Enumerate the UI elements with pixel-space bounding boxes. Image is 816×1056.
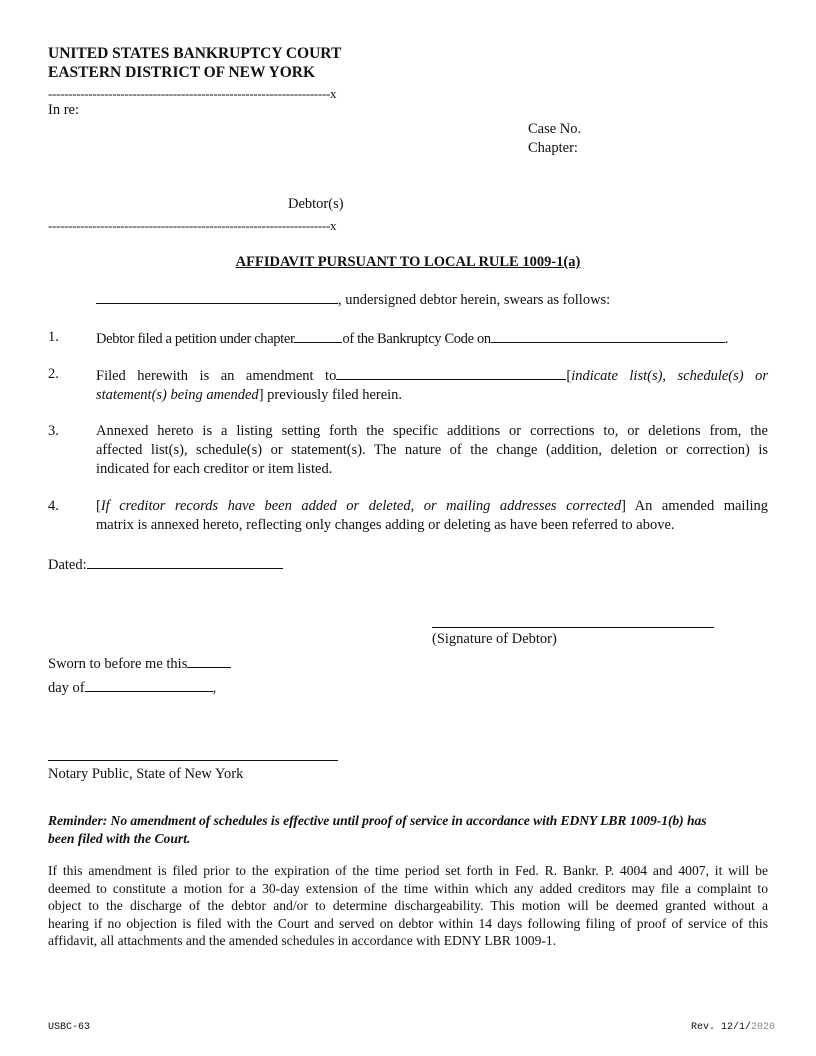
day-of-comma: ,: [212, 680, 217, 696]
notice-line-5: affidavit, all attachments and the amended schedules in accordance with EDNY LBR 1009-1.: [48, 933, 557, 948]
day-of-line: [48, 677, 216, 698]
signature-label: (Signature of Debtor): [432, 631, 557, 647]
notice-line-4: hearing if no objection is filed with the Court and served on debtor within 14 days following filing of proof of service of this: [48, 915, 768, 931]
reminder-line-2: been filed with the Court.: [48, 831, 191, 846]
dated-blank[interactable]: [87, 554, 283, 569]
revision-year: 2020: [751, 1022, 776, 1033]
revision-label: Rev. 12/1/: [691, 1022, 752, 1033]
sworn-day-blank[interactable]: [187, 653, 231, 668]
notice-line-3: object to the discharge of the debtor and/or to determine dischargeability. This motion will be deemed granted without a: [48, 898, 768, 913]
month-blank[interactable]: [85, 677, 213, 692]
dated-line: [48, 554, 283, 575]
caption-divider-top: ----------------------------------------------------------------------x: [48, 86, 337, 101]
intro-text: , undersigned debtor herein, swears as follows:: [338, 292, 611, 308]
item-1-number: 1.: [48, 329, 59, 345]
day-of-label: day of: [48, 680, 85, 696]
item-2-number: 2.: [48, 366, 59, 382]
item-2-instruction-cont: statement(s) being amended: [96, 387, 259, 403]
item-2-text-d: previously filed herein.: [267, 387, 403, 403]
item-1-period: .: [724, 331, 729, 347]
petition-date-blank[interactable]: [491, 328, 725, 343]
item-4: [If creditor records have been added or deleted, or mailing addresses corrected] An amended mailing matrix is annexed hereto, reflecting only changes adding or deleting as have been referred to above.: [96, 498, 769, 533]
notice-line-2: deemed to constitute a motion for a 30-day extension of the time within which any added creditors may file a complaint to: [48, 880, 768, 896]
chapter-label: Chapter:: [528, 140, 578, 156]
item-1: [96, 328, 728, 349]
item-4-instruction: If creditor records have been added or deleted, or mailing addresses corrected: [100, 498, 622, 514]
court-district: EASTERN DISTRICT OF NEW YORK: [48, 64, 316, 81]
revision-date: [691, 1018, 775, 1037]
item-2-instruction: indicate list(s), schedule(s) or: [571, 368, 768, 384]
extension-notice: [48, 862, 768, 950]
debtor-signature-line[interactable]: [432, 627, 714, 628]
form-id: USBC-63: [48, 1022, 91, 1033]
item-4-line-2: matrix is annexed hereto, reflecting only changes adding or deleting as have been referred to above.: [96, 517, 675, 533]
item-1-text-b: of the Bankruptcy Code on: [342, 331, 491, 347]
document-title: AFFIDAVIT PURSUANT TO LOCAL RULE 1009-1(a): [235, 254, 581, 270]
notary-label: Notary Public, State of New York: [48, 766, 244, 782]
amendment-blank[interactable]: [336, 365, 566, 380]
item-3: [96, 422, 768, 479]
debtors-label: Debtor(s): [288, 196, 344, 212]
dated-label: Dated:: [48, 557, 87, 573]
item-3-line-3: indicated for each creditor or item listed.: [96, 461, 333, 477]
sworn-line: [48, 653, 231, 674]
notice-line-1: If this amendment is filed prior to the expiration of the time period set forth in Fed. R. Bankr. P. 4004 and 4007, it will be: [48, 863, 768, 878]
case-no-label: Case No.: [528, 121, 582, 137]
caption-divider-bottom: ----------------------------------------------------------------------x: [48, 218, 337, 233]
item-2-text-a: Filed herewith is an amendment to: [96, 368, 337, 384]
item-3-line-1: Annexed hereto is a listing setting forth the specific additions or corrections to, or deletions from, the: [96, 423, 768, 439]
item-3-line-2: affected list(s), schedule(s) or statement(s). The nature of the change (addition, deletion or correction) is: [96, 442, 768, 458]
court-name: UNITED STATES BANKRUPTCY COURT: [48, 45, 342, 62]
item-2: Filed herewith is an amendment to [indicate list(s), schedule(s) or statement(s) being amended] previously filed herein.: [96, 365, 768, 405]
item-4-number: 4.: [48, 498, 59, 514]
debtor-name-blank[interactable]: [96, 289, 338, 304]
reminder-line-1: Reminder: No amendment of schedules is effective until proof of service in accordance with EDNY LBR 1009-1(b) has: [48, 813, 707, 828]
in-re-label: In re:: [48, 102, 79, 118]
item-1-text-a: Debtor filed a petition under chapter: [96, 331, 295, 347]
intro-line: [96, 289, 610, 310]
item-3-number: 3.: [48, 423, 59, 439]
item-4-text: An amended mailing: [634, 498, 769, 514]
sworn-label: Sworn to before me this: [48, 656, 188, 672]
notary-signature-line[interactable]: [48, 760, 338, 761]
chapter-blank[interactable]: [294, 328, 342, 343]
